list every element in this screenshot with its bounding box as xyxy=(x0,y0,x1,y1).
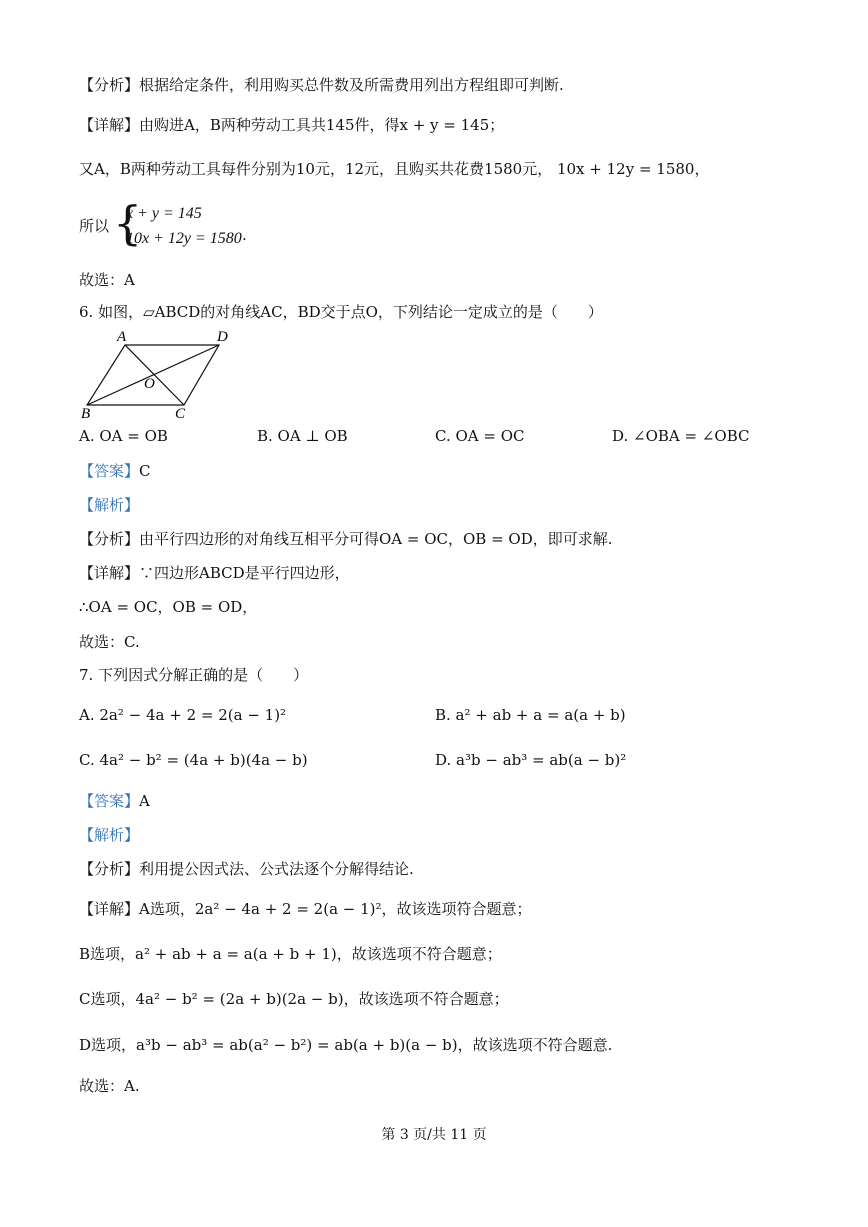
q6-therefore: ∴OA = OC，OB = OD， xyxy=(79,598,258,616)
q7-detail-c: C选项，4a² − b² = (2a + b)(2a − b)，故该选项不符合题意； xyxy=(79,990,509,1008)
answer-value: C xyxy=(139,462,151,480)
q6-choice: 故选：C. xyxy=(79,633,140,651)
label-o: O xyxy=(144,376,155,392)
q5-so-prefix: 所以 xyxy=(79,217,110,235)
q6-option-a: A. OA = OB xyxy=(79,427,168,445)
label-d: D xyxy=(217,329,228,345)
q7-analysis-tag: 【解析】 xyxy=(79,826,140,844)
answer-tag: 【答案】 xyxy=(79,792,140,810)
q7-detail-d: D选项，a³b − ab³ = ab(a² − b²) = ab(a + b)(a − b)，故该选项不符合题意. xyxy=(79,1036,613,1054)
label-c: C xyxy=(175,406,186,420)
q7-answer xyxy=(79,791,150,811)
q7-stem: 7. 下列因式分解正确的是（ ） xyxy=(79,666,309,684)
parallelogram-figure xyxy=(76,328,256,420)
answer-tag: 【答案】 xyxy=(79,462,140,480)
q6-detail: 【详解】∵四边形ABCD是平行四边形， xyxy=(79,564,350,582)
q6-option-b: B. OA ⊥ OB xyxy=(257,427,348,445)
q6-option-d: D. ∠OBA = ∠OBC xyxy=(612,427,750,445)
page-footer: 第 3 页/共 11 页 xyxy=(381,1127,487,1143)
q7-option-a: A. 2a² − 4a + 2 = 2(a − 1)² xyxy=(79,706,287,724)
q5-equation-2: 10x + 12y = 1580 xyxy=(126,230,242,247)
q7-detail-b: B选项，a² + ab + a = a(a + b + 1)，故该选项不符合题意； xyxy=(79,945,502,963)
q5-line2: 又A，B两种劳动工具每件分别为10元，12元，且购买共花费1580元， 10x + 12y = 1580， xyxy=(79,160,710,178)
q7-choice: 故选：A. xyxy=(79,1077,140,1095)
q5-analysis: 【分析】根据给定条件，利用购买总件数及所需费用列出方程组即可判断. xyxy=(79,76,564,94)
q6-option-c: C. OA = OC xyxy=(435,427,525,445)
q5-detail: 【详解】由购进A，B两种劳动工具共145件，得x + y = 145； xyxy=(79,116,505,134)
q6-stem: 6. 如图，▱ABCD的对角线AC，BD交于点O，下列结论一定成立的是（ ） xyxy=(79,303,603,321)
q7-option-b: B. a² + ab + a = a(a + b) xyxy=(435,706,626,724)
q7-option-d: D. a³b − ab³ = ab(a − b)² xyxy=(435,751,627,769)
q5-choice: 故选：A xyxy=(79,271,135,289)
q6-analysis: 【分析】由平行四边形的对角线互相平分可得OA = OC，OB = OD，即可求解. xyxy=(79,530,613,548)
label-b: B xyxy=(81,406,91,420)
q5-equation-1: x + y = 145 xyxy=(126,205,202,222)
q5-equation-end: . xyxy=(242,226,247,244)
q6-analysis-tag: 【解析】 xyxy=(79,496,140,514)
label-a: A xyxy=(117,329,127,345)
q7-option-c: C. 4a² − b² = (4a + b)(4a − b) xyxy=(79,751,308,769)
q7-analysis: 【分析】利用提公因式法、公式法逐个分解得结论. xyxy=(79,860,414,878)
equation-brace: { xyxy=(113,196,143,250)
q6-answer xyxy=(79,461,151,481)
answer-value: A xyxy=(139,792,150,810)
q7-detail-a: 【详解】A选项，2a² − 4a + 2 = 2(a − 1)²，故该选项符合题意； xyxy=(79,900,532,918)
